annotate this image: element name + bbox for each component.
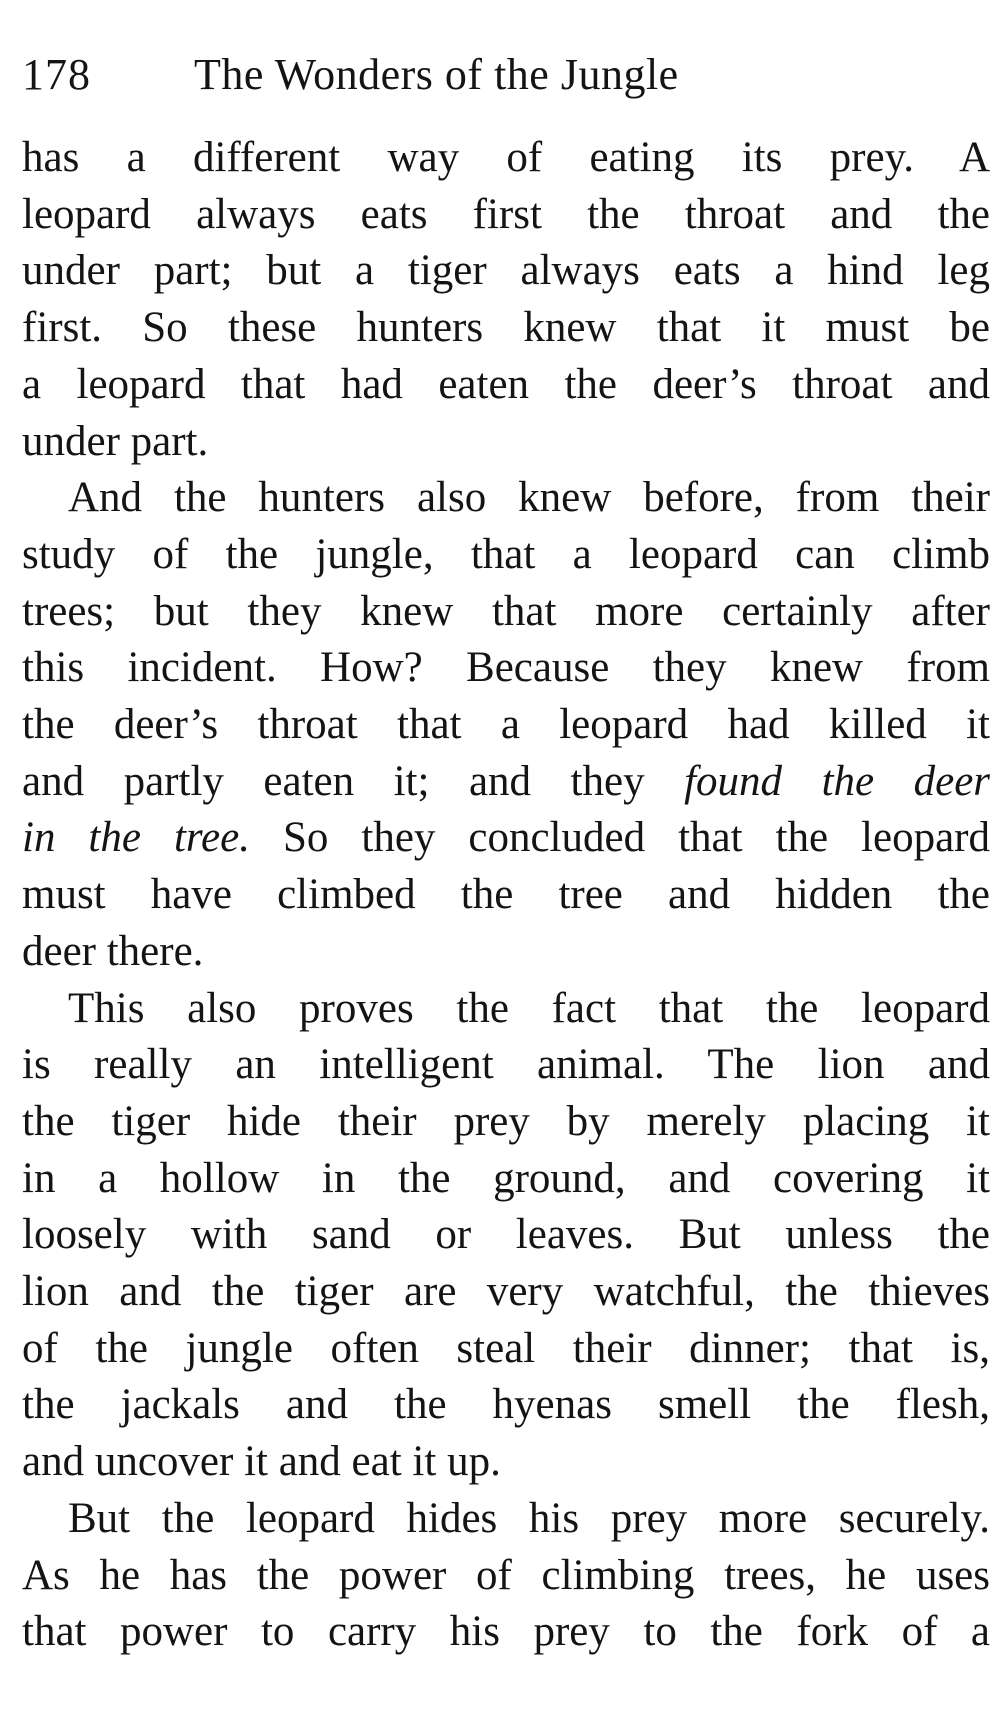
text-segment: So they concluded that the leopard <box>282 814 990 862</box>
paragraph-3 <box>22 981 990 1491</box>
text-line: But the leopard hides his prey more securely. <box>68 1494 990 1542</box>
text-line: under part; but a tiger always eats a hind leg <box>22 247 990 295</box>
text-line: has a different way of eating its prey. A <box>22 134 990 181</box>
page-number: 178 <box>22 50 91 99</box>
book-page <box>22 40 990 1661</box>
text-line: trees; but they knew that more certainly after <box>22 587 990 635</box>
text-line: deer there. <box>22 927 204 975</box>
text-line: loosely with sand or leaves. But unless the <box>22 1211 990 1259</box>
italic-phrase: in the tree. <box>22 814 250 862</box>
text-line: and uncover it and eat it up. <box>22 1438 501 1486</box>
text-line: the deer’s throat that a leopard had killed it <box>22 701 990 749</box>
text-line: study of the jungle, that a leopard can climb <box>22 530 990 578</box>
text-line: is really an intelligent animal. The lion and <box>22 1041 990 1089</box>
text-line: leopard always eats first the throat and the <box>22 190 990 238</box>
text-line: And the hunters also knew before, from their <box>68 474 990 522</box>
text-line: this incident. How? Because they knew from <box>22 644 990 692</box>
text-line: the tiger hide their prey by merely placing it <box>22 1097 990 1145</box>
text-line: lion and the tiger are very watchful, the thieves <box>22 1268 990 1316</box>
page-header <box>22 40 990 110</box>
paragraph-1 <box>22 130 990 470</box>
italic-phrase: found the deer <box>684 757 991 805</box>
text-line: first. So these hunters knew that it must be <box>22 304 990 352</box>
text-line: the jackals and the hyenas smell the flesh, <box>22 1381 990 1429</box>
running-title: The Wonders of the Jungle <box>194 50 679 99</box>
paragraph-4 <box>22 1491 990 1661</box>
paragraph-2 <box>22 470 990 980</box>
text-line: that power to carry his prey to the fork of a <box>22 1608 990 1656</box>
text-line: under part. <box>22 417 209 465</box>
text-line <box>22 754 990 811</box>
text-line <box>22 810 990 867</box>
text-line: in a hollow in the ground, and covering it <box>22 1154 990 1202</box>
text-line: of the jungle often steal their dinner; that is, <box>22 1324 990 1372</box>
body-text <box>22 130 990 1661</box>
text-line: a leopard that had eaten the deer’s throat and <box>22 360 990 408</box>
text-line: must have climbed the tree and hidden the <box>22 871 990 919</box>
text-line: This also proves the fact that the leopard <box>68 984 990 1032</box>
text-line: As he has the power of climbing trees, he uses <box>22 1551 990 1599</box>
text-segment: and partly eaten it; and they <box>22 757 645 805</box>
